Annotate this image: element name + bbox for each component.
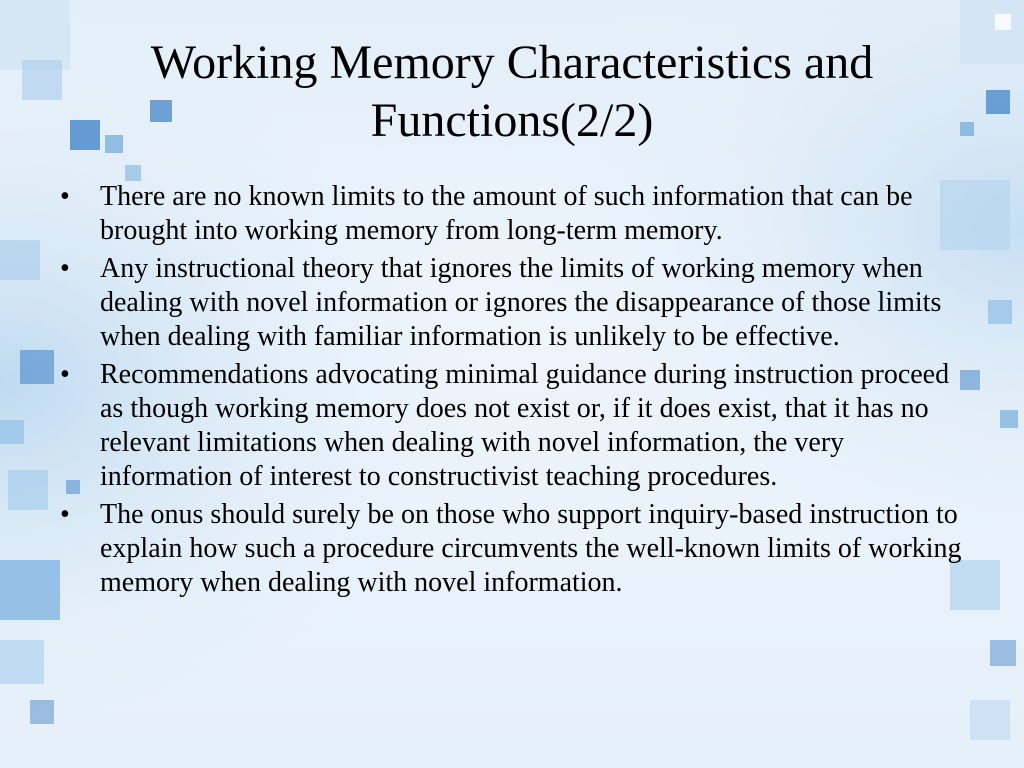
bullet-item [60, 252, 970, 354]
bullet-icon: • [60, 499, 70, 530]
bullet-icon: • [60, 181, 70, 212]
bullet-text: There are no known limits to the amount of such information that can be brought into working memory from long-term memory. [100, 181, 913, 246]
bullet-text: The onus should surely be on those who support inquiry-based instruction to explain how such a procedure circumvents the well-known limits of working memory when dealing with novel information. [100, 499, 962, 598]
bullet-text: Recommendations advocating minimal guidance during instruction proceed as though working memory does not exist or, if it does exist, that it has no relevant limitations when dealing with novel information, the very information of interest to constructivist teaching procedures. [100, 359, 950, 492]
bullet-text: Any instructional theory that ignores the limits of working memory when dealing with novel information or ignores the disappearance of those limits when dealing with familiar information is unlikely to be effective. [100, 253, 942, 352]
bullet-item [60, 498, 970, 600]
bullet-list [60, 180, 970, 604]
bullet-icon: • [60, 359, 70, 390]
slide-title: Working Memory Characteristics and Functions(2/2) [150, 36, 874, 147]
bullet-item [60, 180, 970, 248]
bullet-icon: • [60, 253, 70, 284]
bullet-item [60, 358, 970, 494]
